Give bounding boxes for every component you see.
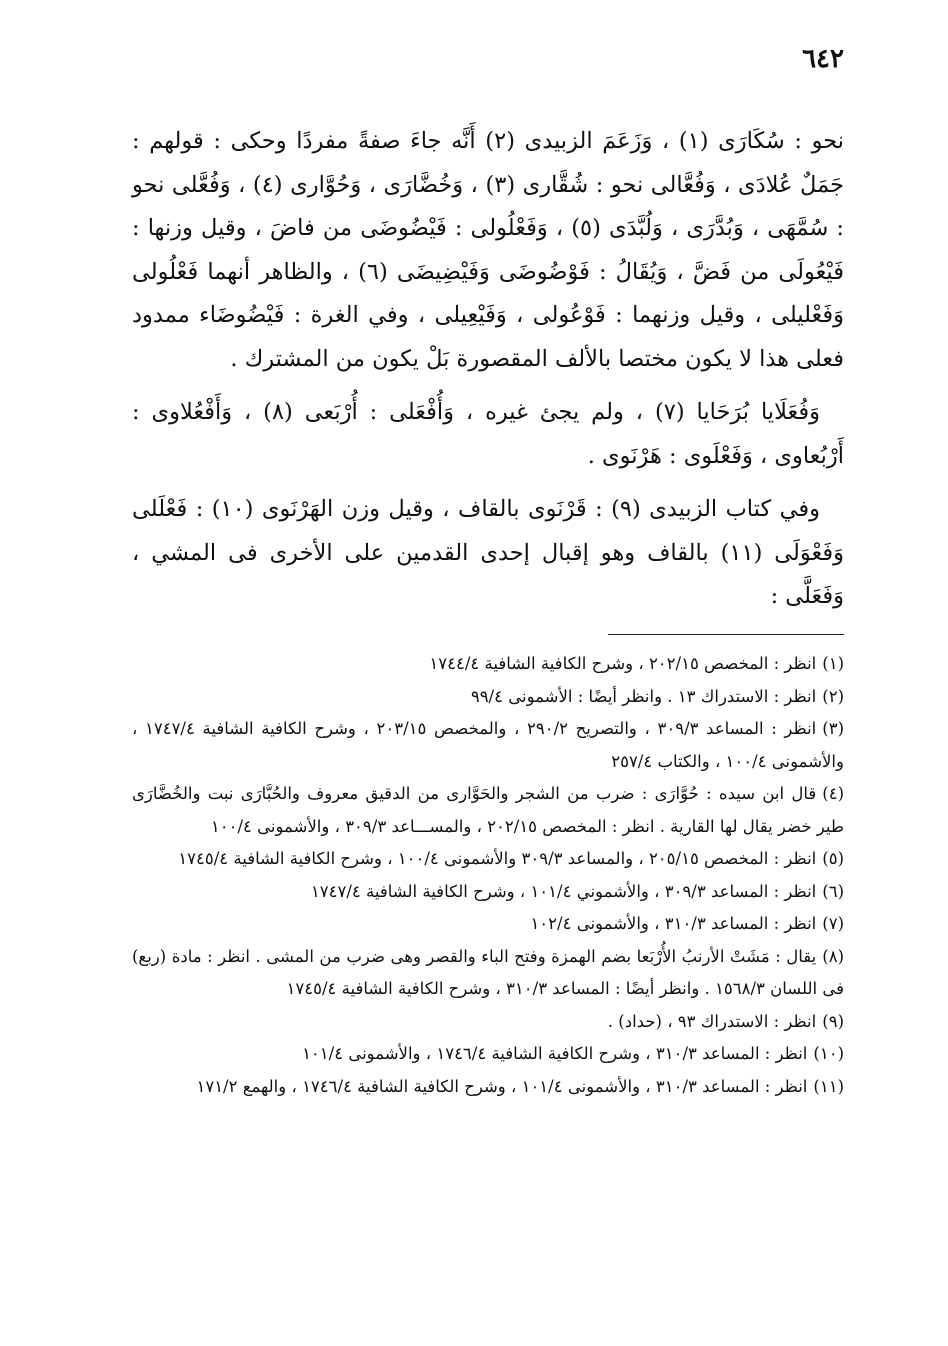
footnote [132,713,844,778]
footnote-number: (٢) [822,686,844,706]
footnote-number: (١٠) [813,1044,844,1063]
footnote-text: يقال : مَشَتْ الأرنبُ الأُرْبَعا بضم الهمزة وفتح الباء والقصر وهى ضرب من المشى . انظر : مادة (ربع) فى اللسان ١٥٦٨/٣ . وانظر أيضًا : المساعد ٣١٠/٣ ، وشرح الكافية الشافية ١٧٤٥/٤ [132,946,844,998]
footnote [132,778,844,843]
footnote-number: (٨) [822,946,844,966]
footnote-text: انظر : المخصص ٢٠٥/١٥ ، والمساعد ٣٠٩/٣ والأشمونى ١٠٠/٤ ، وشرح الكافية الشافية ١٧٤٥/٤ [178,849,817,868]
footnote-text: انظر : المساعد ٣١٠/٣ ، والأشمونى ١٠١/٤ ، وشرح الكافية الشافية ١٧٤٦/٤ ، والهمع ١٧١/٢ [196,1076,808,1096]
paragraph: وَفُعَلَايا بُرَحَايا (٧) ، ولم يجئ غيره ، وَأُفْعَلى : أُرْبَعى (٨) ، وَأَفْعُلاوى : أَرْبُعاوى ، وَفَعْلَوى : هَرْنَوى . [132,399,844,469]
footnote [132,1006,844,1039]
footnote [132,876,844,909]
paragraph: نحو : سُكَارَى (١) ، وَزَعَمَ الزبيدى (٢) أَنَّه جاءَ صفةً مفردًا وحكى : قولهم : جَمَلٌ عُلادَى ، وَفُعَّالى نحو : شُقَّارى (٣) ، وَخُضَّارَى ، وَحُوَّارى (٤) ، وَفُعَّلى نحو : سُمَّهَى ، وَبُدَّرَى ، وَلُبَّدَى (٥) ، وَفَعْلُولى : فَيْضُوضَى من فاضَ ، وقيل وزنها : فَيْعُولَى من فَضَّ ، وَيُقَالُ : فَوْضُوضَى وَفَيْضِيضَى (٦) ، والظاهر أنهما فَعْلُولى وَفَعْليلى ، وقيل وزنهما : فَوْعُولى ، وَفَيْعِيلى ، وفي الغرة : فَيْضُوضَاء ممدود فعلى هذا لا يكون مختصا بالألف المقصورة بَلْ يكون من المشترك . [132,128,844,372]
paragraph: وفي كتاب الزبيدى (٩) : قَرْنَوى بالقاف ، وقيل وزن الهَرْنَوى (١٠) : فَعْلَلى وَفَعْوَلَى (١١) بالقاف وهو إقبال إحدى القدمين على الأخرى فى المشي ، وَفَعَلَّى : [132,496,844,609]
footnote-number: (١) [822,654,844,673]
footnote [132,941,844,1006]
footnote-text: انظر : المساعد ٣٠٩/٣ ، والأشموني ١٠١/٤ ، وشرح الكافية الشافية ١٧٤٧/٤ [310,881,817,901]
page-number: ٦٤٢ [802,44,844,74]
footnote [132,1071,844,1104]
footnote-text: انظر : المخصص ٢٠٢/١٥ ، وشرح الكافية الشافية ١٧٤٤/٤ [429,654,817,673]
footnote-number: (٤) [822,784,844,803]
footnote-text: انظر : المساعد ٣٠٩/٣ ، والتصريح ٢٩٠/٢ ، والمخصص ٢٠٣/١٥ ، وشرح الكافية الشافية ١٧٤٧/٤ ، والأشمونى ١٠٠/٤ ، والكتاب ٢٥٧/٤ [132,719,844,771]
footnote-number: (٦) [822,881,844,901]
footnote-number: (٩) [822,1011,844,1031]
footnotes [132,648,844,1103]
footnote-divider [608,634,844,635]
footnote-text: انظر : المساعد ٣١٠/٣ ، وشرح الكافية الشافية ١٧٤٦/٤ ، والأشمونى ١٠١/٤ [302,1044,808,1063]
footnote-text: قال ابن سيده : حُوَّارَى : ضرب من الشجر والحَوَّارى من الدقيق معروف والحُبَّارَى نبت والخُضَّارَى طير خضر يقال لها القارية . انظر : المخصص ٢٠٢/١٥ ، والمســـاعد ٣٠٩/٣ ، والأشمونى ١٠٠/٤ [132,784,844,836]
footnote-text: انظر : الاستدراك ١٣ . وانظر أيضًا : الأشمونى ٩٩/٤ [470,686,817,706]
footnote-text: انظر : المساعد ٣١٠/٣ ، والأشمونى ١٠٢/٤ [530,914,817,933]
main-text [132,120,844,619]
footnote-number: (٥) [822,849,844,868]
footnote-text: انظر : الاستدراك ٩٣ ، (حداد) . [607,1011,817,1031]
footnote-number: (١١) [813,1076,844,1096]
footnote [132,908,844,941]
footnote [132,1038,844,1071]
footnote-number: (٧) [822,914,844,933]
footnote [132,843,844,876]
footnote-number: (٣) [822,719,844,738]
footnote [132,648,844,681]
footnote [132,681,844,714]
